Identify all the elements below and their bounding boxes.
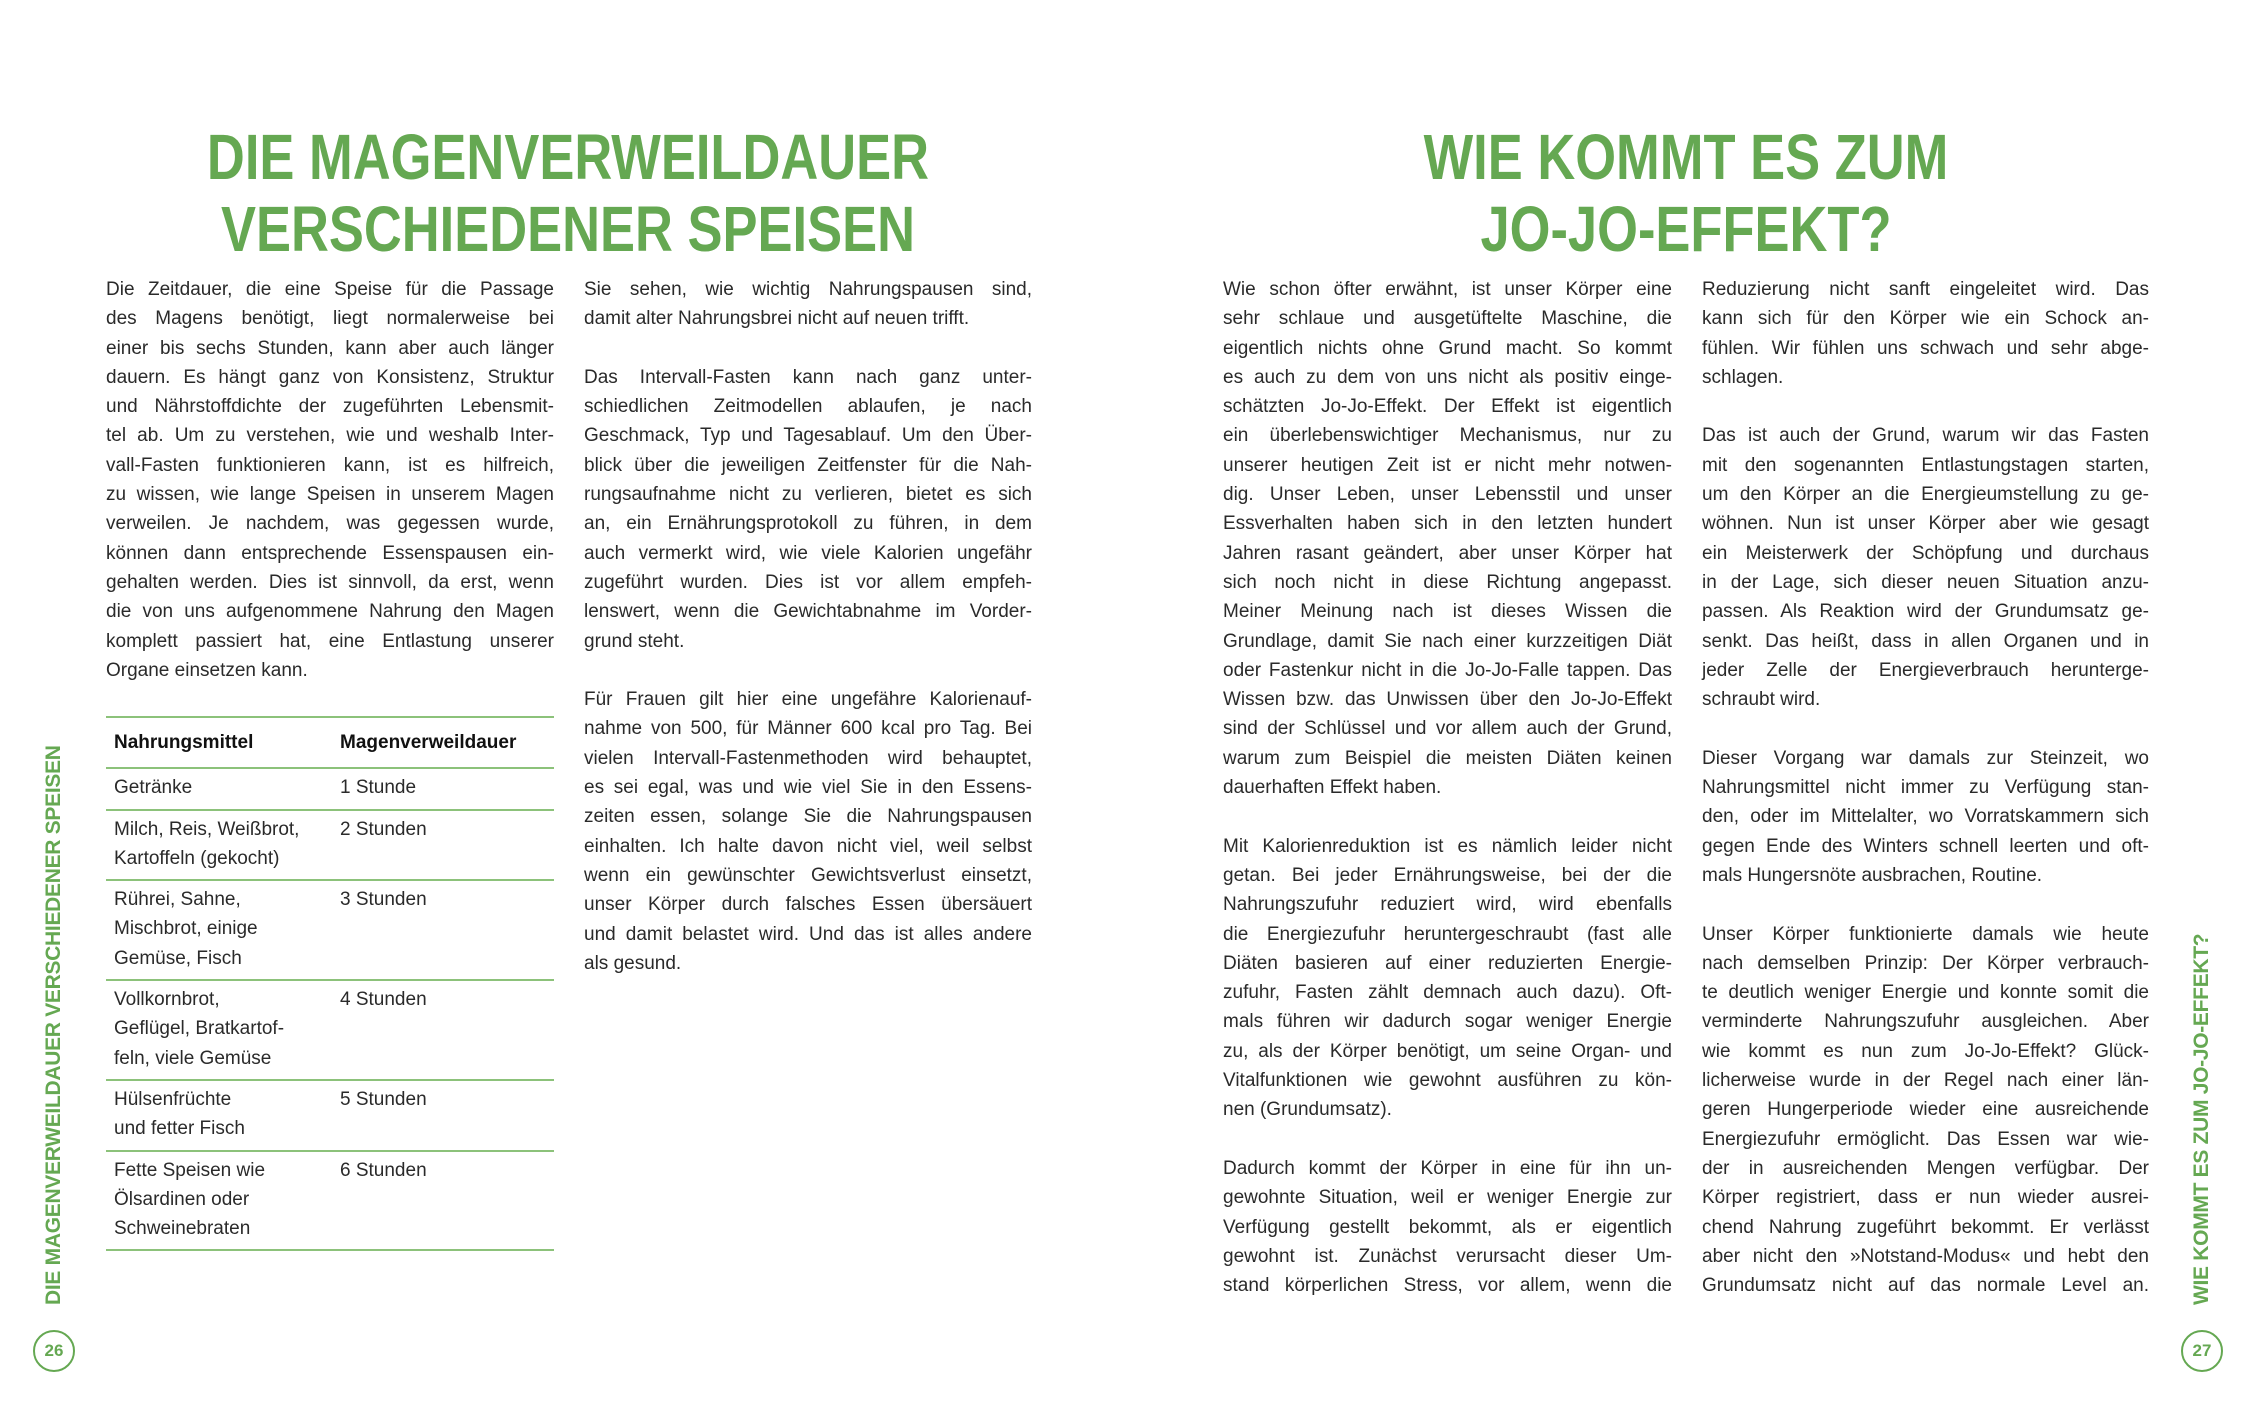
text-line: unserer heutigen Zeit ist er nicht mehr notwen- xyxy=(1223,454,1672,476)
text-line: eigentlich nichts ohne Grund macht. So kommt xyxy=(1223,337,1672,359)
text-line: te deutlich weniger Energie und konnte somit die xyxy=(1702,982,2149,1004)
text-line: tel ab. Um zu verstehen, wie und weshalb Inter- xyxy=(106,425,554,447)
text-line: Dadurch kommt der Körper in eine für ihn un- xyxy=(1223,1157,1672,1179)
duration-cell: 2 Stunden xyxy=(332,810,554,881)
text-line: Verfügung gestellt bekommt, als er eigentlich xyxy=(1223,1216,1672,1238)
text-line: Das ist auch der Grund, warum wir das Fasten xyxy=(1702,425,2149,447)
text-line: geren Hungerperiode wieder eine ausreichende xyxy=(1702,1099,2149,1121)
text-line: schraubt wird. xyxy=(1702,689,1821,711)
title-line: JO-JO-EFFEKT? xyxy=(1480,192,1892,265)
text-line: kann sich für den Körper wie ein Schock an- xyxy=(1702,308,2149,330)
text-line: wenn ein gewünschter Gewichtsverlust einsetzt, xyxy=(584,864,1032,886)
text-column-4 xyxy=(1702,275,2149,1300)
food-cell xyxy=(106,880,332,980)
text-line: vall-Fasten funktionieren kann, ist es hilfreich, xyxy=(106,454,554,476)
text-line: damit alter Nahrungsbrei nicht auf neuen trifft. xyxy=(584,308,970,330)
text-line: auch vermerkt wird, wie viele Kalorien ungefähr xyxy=(584,542,1032,564)
text-line: wöhnen. Nun ist unser Körper aber wie gesagt xyxy=(1702,513,2149,535)
running-head-left: DIE MAGENVERWEILDAUER VERSCHIEDENER SPEISEN xyxy=(42,745,65,1305)
text-line: Dieser Vorgang war damals zur Steinzeit, wo xyxy=(1702,747,2149,769)
paragraph-gap xyxy=(1702,392,2149,421)
text-line: es auch zu dem von uns nicht als positiv einge- xyxy=(1223,366,1672,388)
digestion-time-table xyxy=(106,716,554,1251)
text-line: Jahren rasant geändert, aber unser Körper hat xyxy=(1223,542,1672,564)
text-line: oder Fastenkur nicht in die Jo-Jo-Falle tappen. Das xyxy=(1223,659,1672,681)
column-header: Magenverweildauer xyxy=(332,717,554,768)
text-line: nahme von 500, für Männer 600 kcal pro Tag. Bei xyxy=(584,718,1032,740)
text-line: getan. Bei jeder Ernährungsweise, bei der die xyxy=(1223,864,1672,886)
text-line: sich noch nicht in diese Richtung angepasst. xyxy=(1223,571,1672,593)
food-line: Getränke xyxy=(114,777,193,799)
text-line: mals führen wir dadurch sogar weniger Energie xyxy=(1223,1011,1672,1033)
text-column-1 xyxy=(106,275,554,685)
text-line: vielen Intervall-Fastenmethoden wird behauptet, xyxy=(584,747,1032,769)
table-row xyxy=(106,810,554,881)
text-line: ein Meisterwerk der Schöpfung und durchaus xyxy=(1702,542,2149,564)
text-line: mit den sogenannten Entlastungstagen starten, xyxy=(1702,454,2149,476)
text-line: und damit belastet wird. Und das ist alles andere xyxy=(584,923,1032,945)
food-cell xyxy=(106,1080,332,1151)
duration-cell: 3 Stunden xyxy=(332,880,554,980)
text-line: stand körperlichen Stress, vor allem, wenn die xyxy=(1223,1275,1672,1297)
table-header-row xyxy=(106,717,554,768)
text-line: aber nicht den »Notstand-Modus« und hebt den xyxy=(1702,1245,2149,1267)
text-line: blick über die jeweiligen Zeitfenster für die Nah- xyxy=(584,454,1032,476)
food-cell xyxy=(106,980,332,1080)
title-line: VERSCHIEDENER SPEISEN xyxy=(220,192,916,265)
text-line: Energiezufuhr ermöglicht. Das Essen war wie- xyxy=(1702,1128,2149,1150)
text-line: senkt. Das heißt, dass in allen Organen und in xyxy=(1702,630,2149,652)
table-row xyxy=(106,880,554,980)
text-line: Reduzierung nicht sanft eingeleitet wird. Das xyxy=(1702,279,2149,300)
text-line: Grundumsatz nicht auf das normale Level an. xyxy=(1702,1275,2149,1297)
text-line: des Magens benötigt, liegt normalerweise bei xyxy=(106,308,554,330)
paragraph xyxy=(584,275,1032,334)
text-line: schlagen. xyxy=(1702,366,1784,388)
text-line: Diäten basieren auf einer reduzierten Energie- xyxy=(1223,952,1672,974)
text-line: dauerhaften Effekt haben. xyxy=(1223,777,1442,799)
text-line: Wie schon öfter erwähnt, ist unser Körper eine xyxy=(1223,279,1672,300)
paragraph xyxy=(1702,920,2149,1301)
text-line: dig. Unser Leben, unser Lebensstil und unser xyxy=(1223,484,1672,506)
page-number-right: 27 xyxy=(2181,1330,2223,1372)
paragraph-gap xyxy=(584,334,1032,363)
text-line: unser Körper durch falsches Essen übersäuert xyxy=(584,894,1032,916)
text-line: Die Zeitdauer, die eine Speise für die Passage xyxy=(106,279,554,300)
text-line: als gesund. xyxy=(584,952,682,974)
text-line: chend Nahrung zugeführt bekommt. Er verlässt xyxy=(1702,1216,2149,1238)
text-line: um den Körper an die Energieumstellung zu ge- xyxy=(1702,484,2149,506)
title-line: WIE KOMMT ES ZUM xyxy=(1423,120,1949,193)
food-line: Mischbrot, einige xyxy=(114,918,258,940)
table-row xyxy=(106,1151,554,1251)
text-line: Essverhalten haben sich in den letzten hundert xyxy=(1223,513,1672,535)
paragraph xyxy=(1702,421,2149,714)
food-line: und fetter Fisch xyxy=(114,1118,245,1140)
text-line: an, ein Ernährungsprotokoll zu führen, in dem xyxy=(584,513,1032,535)
duration-cell: 6 Stunden xyxy=(332,1151,554,1251)
paragraph xyxy=(1223,275,1672,802)
running-head-right: WIE KOMMT ES ZUM JO-JO-EFFEKT? xyxy=(2190,933,2213,1305)
text-line: wie kommt es nun zum Jo-Jo-Effekt? Glück- xyxy=(1702,1040,2149,1062)
paragraph-gap xyxy=(1702,714,2149,743)
paragraph-gap xyxy=(584,656,1032,685)
text-line: komplett passiert hat, eine Entlastung unserer xyxy=(106,630,554,652)
text-line: verweilen. Je nachdem, was gegessen wurde, xyxy=(106,513,554,535)
text-line: dauern. Es hängt ganz von Konsistenz, Struktur xyxy=(106,366,554,388)
page-title-right xyxy=(1186,121,2186,265)
text-line: Sie sehen, wie wichtig Nahrungspausen sind, xyxy=(584,279,1032,300)
text-line: nen (Grundumsatz). xyxy=(1223,1099,1392,1121)
food-cell xyxy=(106,768,332,809)
column-header: Nahrungsmittel xyxy=(106,717,332,768)
paragraph xyxy=(106,275,554,685)
duration-cell: 1 Stunde xyxy=(332,768,554,809)
text-line: jeder Zelle der Energieverbrauch herunterge- xyxy=(1702,659,2149,681)
text-line: zu, als der Körper benötigt, um seine Organ- und xyxy=(1223,1040,1672,1062)
table-row xyxy=(106,768,554,809)
paragraph xyxy=(1702,275,2149,392)
paragraph-gap xyxy=(1223,802,1672,831)
paragraph xyxy=(1702,744,2149,890)
paragraph xyxy=(584,685,1032,978)
table-row xyxy=(106,1080,554,1151)
text-line: Nahrungszufuhr reduziert wird, wird ebenfalls xyxy=(1223,894,1672,916)
paragraph-gap xyxy=(1702,890,2149,919)
text-line: Mit Kalorienreduktion ist es nämlich leider nicht xyxy=(1223,835,1672,857)
text-line: nach demselben Prinzip: Der Körper verbrauch- xyxy=(1702,952,2149,974)
text-line: Organe einsetzen kann. xyxy=(106,659,308,681)
paragraph xyxy=(584,363,1032,656)
text-line: Für Frauen gilt hier eine ungefähre Kalorienauf- xyxy=(584,689,1032,711)
text-line: ein überlebenswichtiger Mechanismus, nur zu xyxy=(1223,425,1672,447)
text-line: grund steht. xyxy=(584,630,685,652)
food-line: Milch, Reis, Weißbrot, xyxy=(114,818,300,840)
text-line: Meiner Meinung nach ist dieses Wissen die xyxy=(1223,601,1672,623)
text-line: gegen Ende des Winters schnell leerten und oft- xyxy=(1702,835,2149,857)
food-line: Geflügel, Bratkartof- xyxy=(114,1018,285,1040)
text-line: Nahrungsmittel nicht immer zu Verfügung stan- xyxy=(1702,777,2149,799)
text-line: warum zum Beispiel die meisten Diäten keinen xyxy=(1223,747,1672,769)
duration-cell: 4 Stunden xyxy=(332,980,554,1080)
food-line: feln, viele Gemüse xyxy=(114,1047,272,1069)
food-line: Hülsenfrüchte xyxy=(114,1088,232,1110)
text-column-3 xyxy=(1223,275,1672,1300)
text-line: gewohnte Situation, weil er weniger Energie zur xyxy=(1223,1187,1672,1209)
food-cell xyxy=(106,1151,332,1251)
text-line: in der Lage, sich dieser neuen Situation anzu- xyxy=(1702,571,2149,593)
text-line: gewohnt ist. Zunächst verursacht dieser Um- xyxy=(1223,1245,1672,1267)
text-line: Das Intervall-Fasten kann nach ganz unter- xyxy=(584,366,1032,388)
food-line: Vollkornbrot, xyxy=(114,989,220,1011)
title-line: DIE MAGENVERWEILDAUER xyxy=(206,120,930,193)
paragraph xyxy=(1223,832,1672,1125)
text-line: zufuhr, Fasten zählt demnach auch dazu). Oft- xyxy=(1223,982,1672,1004)
text-line: und Nährstoffdichte der zugeführten Lebensmit- xyxy=(106,396,554,418)
text-line: Körper registriert, dass er nun wieder ausrei- xyxy=(1702,1187,2149,1209)
text-line: mals Hungersnöte ausbrachen, Routine. xyxy=(1702,864,2043,886)
text-line: sehr schlaue und ausgetüftelte Maschine, die xyxy=(1223,308,1672,330)
text-line: gehalten werden. Dies ist sinnvoll, da erst, wenn xyxy=(106,571,554,593)
food-line: Rührei, Sahne, xyxy=(114,889,241,911)
text-line: licherweise wurde in der Regel nach einer län- xyxy=(1702,1070,2149,1092)
food-line: Gemüse, Fisch xyxy=(114,947,242,969)
text-line: es sei egal, was und wie viel Sie in den Essens- xyxy=(584,777,1032,799)
text-line: rungsaufnahme nicht zu verlieren, bietet es sich xyxy=(584,484,1032,506)
text-line: können dann entsprechende Essenspausen ein- xyxy=(106,542,554,564)
text-line: verminderte Nahrungszufuhr ausgleichen. Aber xyxy=(1702,1011,2149,1033)
text-line: schätzten Jo-Jo-Effekt. Der Effekt ist eigentlich xyxy=(1223,396,1672,418)
food-line: Kartoffeln (gekocht) xyxy=(114,847,280,869)
text-line: der in ausreichenden Mengen verfügbar. Der xyxy=(1702,1157,2149,1179)
food-line: Fette Speisen wie xyxy=(114,1159,266,1181)
text-line: Wissen bzw. das Unwissen über den Jo-Jo-Effekt xyxy=(1223,689,1672,711)
page-number-left: 26 xyxy=(33,1330,75,1372)
paragraph xyxy=(1223,1154,1672,1300)
food-line: Schweinebraten xyxy=(114,1218,251,1240)
text-line: die Energiezufuhr heruntergeschraubt (fast alle xyxy=(1223,923,1672,945)
food-line: Ölsardinen oder xyxy=(114,1188,250,1210)
text-line: zeiten essen, solange Sie die Nahrungspausen xyxy=(584,806,1032,828)
text-line: Geschmack, Typ und Tagesablauf. Um den Über- xyxy=(584,425,1032,447)
text-line: lenswert, wenn die Gewichtabnahme im Vorder- xyxy=(584,601,1032,623)
text-line: fühlen. Wir fühlen uns schwach und sehr abge- xyxy=(1702,337,2149,359)
text-line: Grundlage, damit Sie nach einer kurzzeitigen Diät xyxy=(1223,630,1672,652)
text-line: zu wissen, wie lange Speisen in unserem Magen xyxy=(106,484,554,506)
paragraph-gap xyxy=(1223,1125,1672,1154)
text-line: einer bis sechs Stunden, kann aber auch länger xyxy=(106,337,554,359)
text-line: zugeführt wurden. Dies ist vor allem empfeh- xyxy=(584,571,1032,593)
text-line: Vitalfunktionen wie gewohnt ausführen zu kön- xyxy=(1223,1070,1672,1092)
text-line: schiedlichen Zeitmodellen ablaufen, je nach xyxy=(584,396,1032,418)
table-row xyxy=(106,980,554,1080)
duration-cell: 5 Stunden xyxy=(332,1080,554,1151)
text-line: sind der Schlüssel und vor allem auch der Grund, xyxy=(1223,718,1672,740)
page-title-left xyxy=(68,121,1068,265)
text-line: den, oder im Mittelalter, wo Vorratskammern sich xyxy=(1702,806,2149,828)
text-line: passen. Als Reaktion wird der Grundumsatz ge- xyxy=(1702,601,2149,623)
text-column-2 xyxy=(584,275,1032,978)
food-cell xyxy=(106,810,332,881)
text-line: einhalten. Ich halte davon nicht viel, weil selbst xyxy=(584,835,1032,857)
text-line: Unser Körper funktionierte damals wie heute xyxy=(1702,923,2149,945)
text-line: die von uns aufgenommene Nahrung den Magen xyxy=(106,601,554,623)
